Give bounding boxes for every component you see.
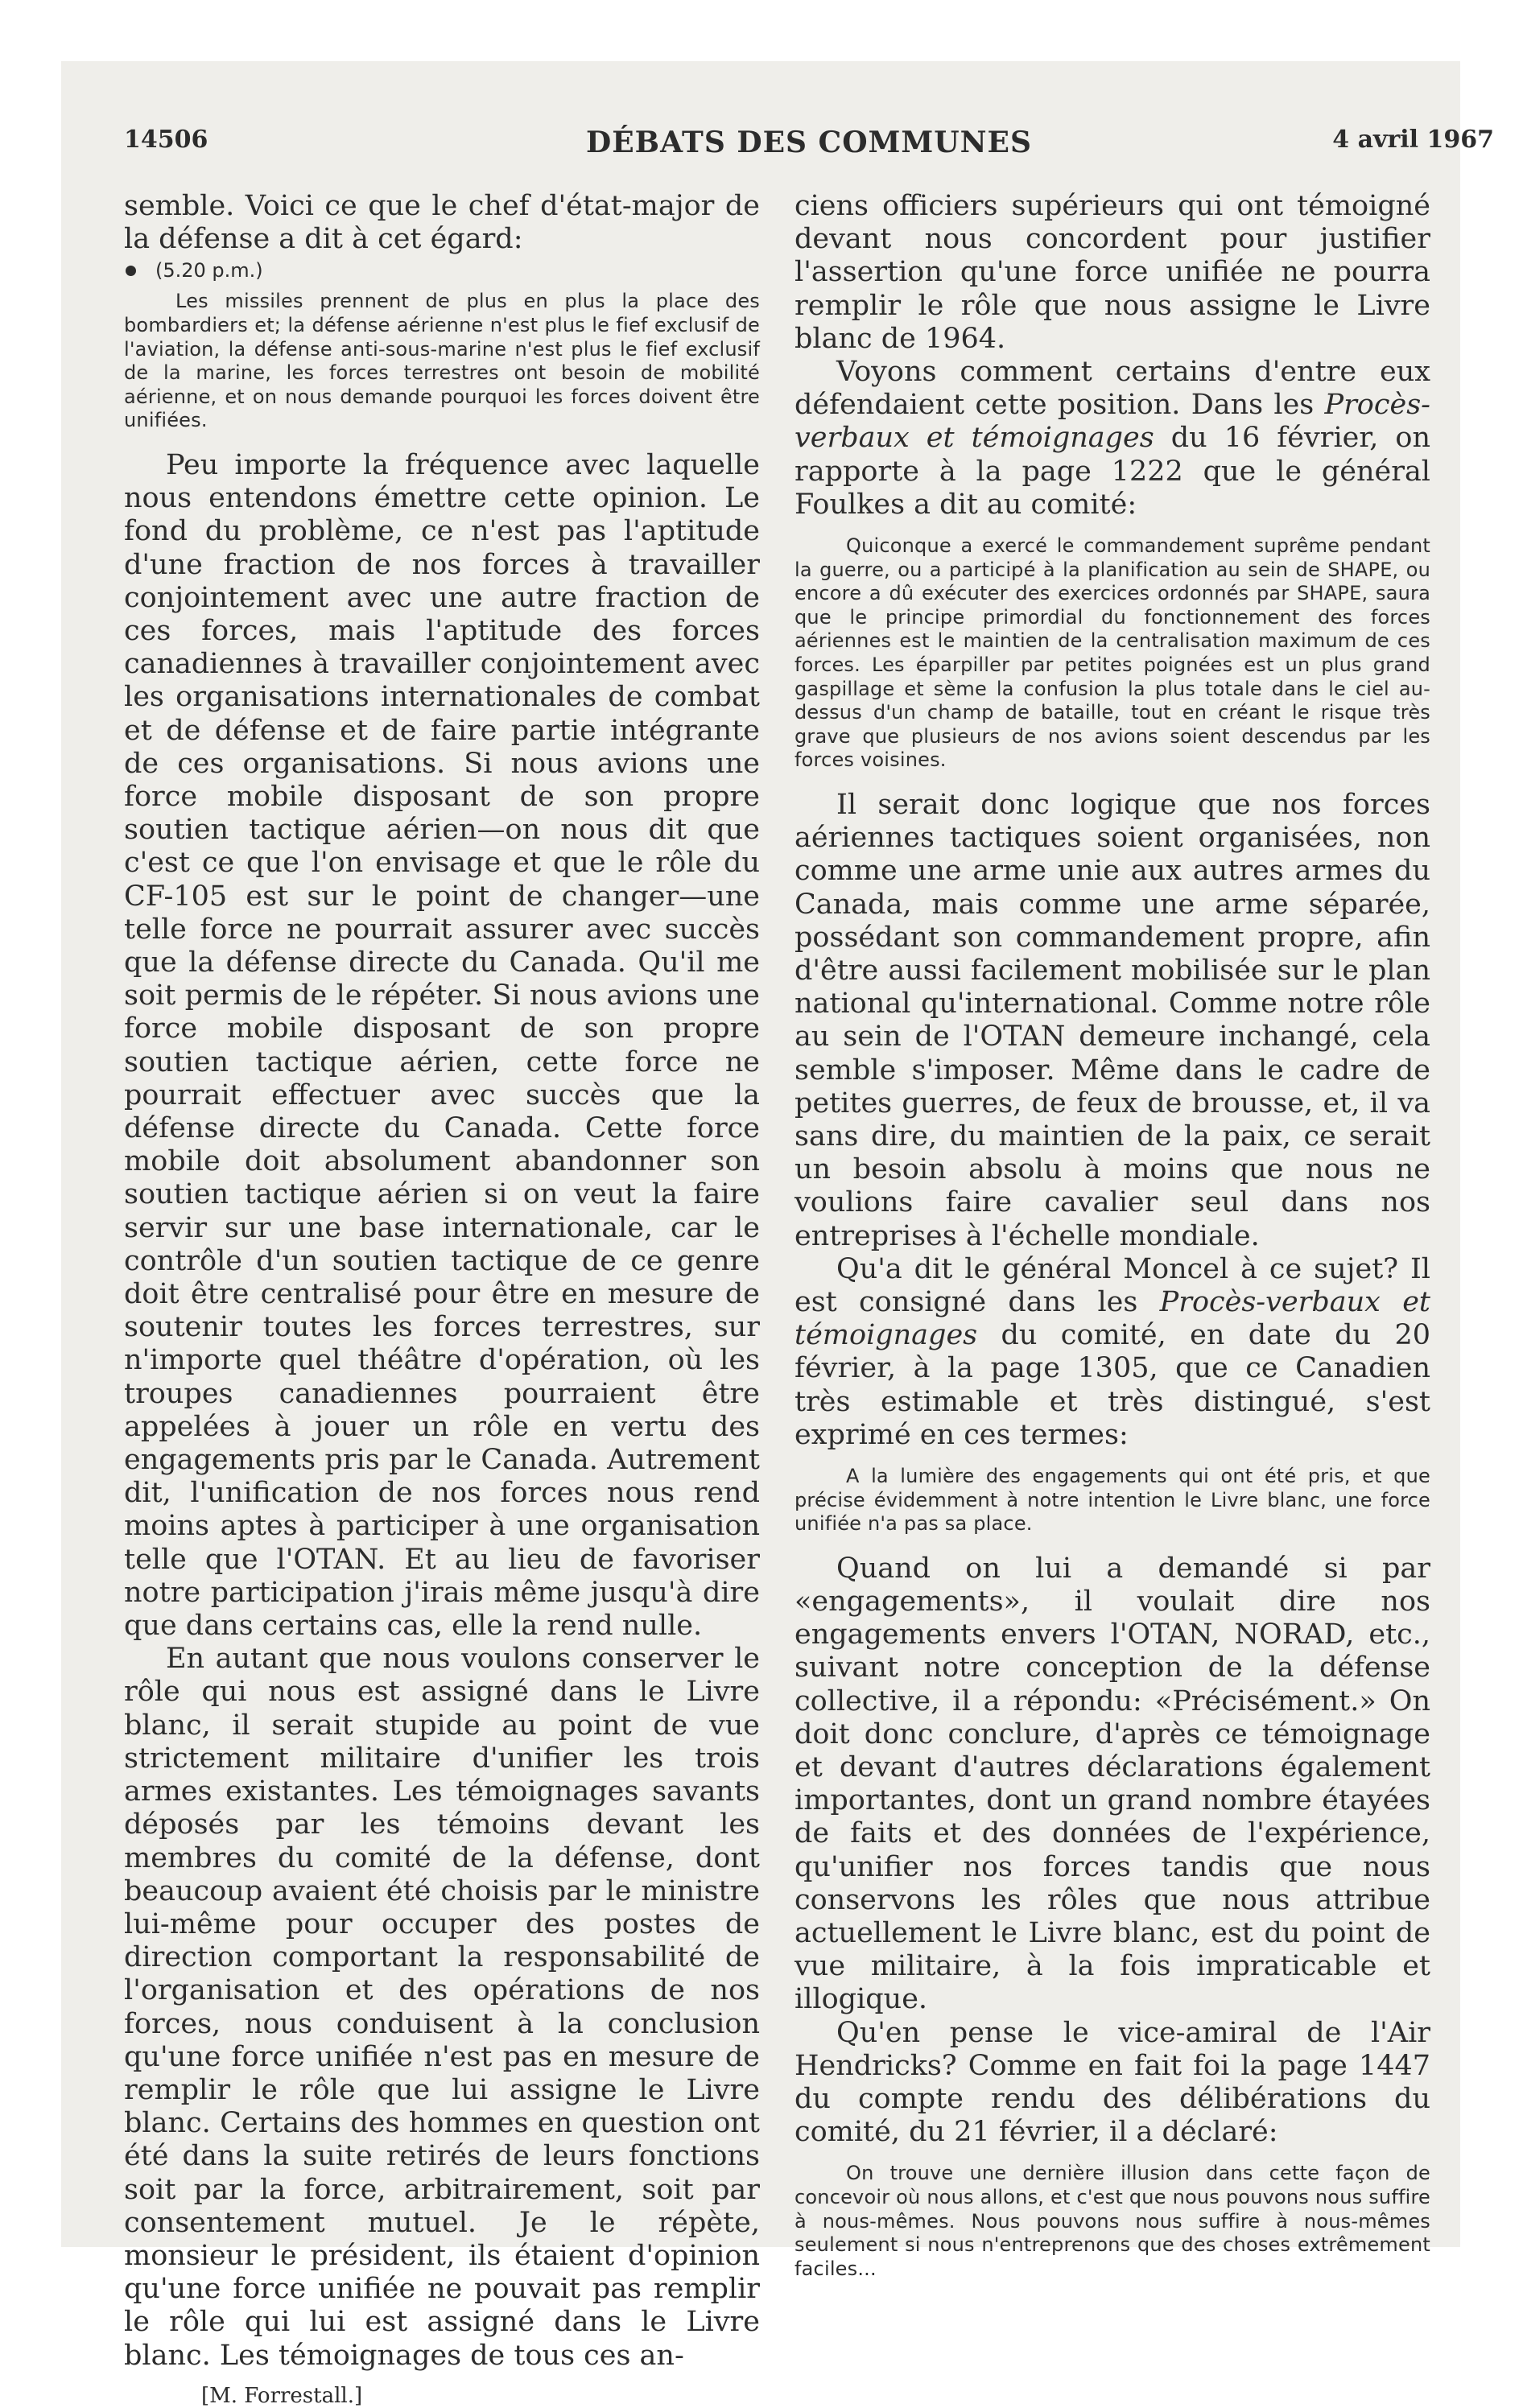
quotation: Quiconque a exercé le commandement suprême pendant la guerre, ou a participé à la planification au sein de SHAPE, ou encore a dû exécuter des exercices ordonnés par SHAPE, saura que le principe primordial du fonctionnement des forces aériennes est le maintien de la centralisation maximum de ces forces. Les éparpiller par petites poignées est un plus grand gaspillage et sème la confusion la plus totale dans le ciel au-dessus d'un champ de bataille, tout en créant le risque très grave que plusieurs de nos avions soient descendus par les forces voisines. [795,534,1430,772]
paragraph: Il serait donc logique que nos forces aériennes tactiques soient organisées, non comme une arme unie aux autres armes du Canada, mais comme une arme séparée, possédant son commandement propre, afin d'être aussi facilement mobilisée sur le plan national qu'international. Comme notre rôle au sein de l'OTAN demeure inchangé, cela semble s'imposer. Même dans le cadre de petites guerres, de feux de brousse, et, il va sans dire, du maintien de la paix, ce serait un besoin absolu à moins que nous ne voulions faire cavalier seul dans nos entreprises à l'échelle mondiale. [795,788,1430,1252]
document-title: Procès-verbaux et témoignages [795,389,1430,455]
paragraph [795,1253,1430,1452]
time-stamp: (5.20 p.m.) [155,259,263,282]
paragraph: Quand on lui a demandé si par «engagements», il voulait dire nos engagements envers l'OTAN, NORAD, etc., suivant notre conception de la défense collective, il a répondu: «Précisément.» On doit donc conclure, d'après ce témoignage et devant d'autres déclarations également importantes, dont un grand nombre étayées de faits et des données de l'expérience, qu'unifier nos forces tandis que nous conservons les rôles que nous attribue actuellement le Livre blanc, est du point de vue militaire, à la fois impraticable et illogique. [795,1552,1430,2016]
page-header [124,126,1494,166]
paragraph: Qu'en pense le vice-amiral de l'Air Hendricks? Comme en fait foi la page 1447 du compte rendu des délibérations du comité, du 21 février, il a déclaré: [795,2016,1430,2149]
quotation: A la lumière des engagements qui ont été pris, et que précise évidemment à notre intention le Livre blanc, une force unifiée n'a pas sa place. [795,1465,1430,1536]
hansard-page [61,61,1494,2408]
page-number: 14506 [124,126,208,154]
paragraph-text: Qu'a dit le général Moncel à ce sujet? Il est consigné dans les [795,1252,1430,1319]
page-title: DÉBATS DES COMMUNES [585,126,1032,159]
document-title: Procès-verbaux et témoignages [795,1286,1430,1352]
left-column [124,190,760,2408]
quotation: Les missiles prennent de plus en plus la place des bombardiers et; la défense aérienne n'est plus le fief exclusif de l'aviation, la défense anti-sous-marine n'est plus le fief exclusif de la marine, les forces terrestres ont besoin de mobilité aérienne, et on nous demande pourquoi les forces doivent être unifiées. [124,290,760,432]
paragraph-text: Voyons comment certains d'entre eux défendaient cette position. Dans les [795,356,1430,422]
page-date: 4 avril 1967 [1332,126,1494,154]
paragraph: Peu importe la fréquence avec laquelle nous entendons émettre cette opinion. Le fond du problème, ce n'est pas l'aptitude d'une fraction de nos forces à travailler conjointement avec une autre fraction de ces forces, mais l'aptitude des forces canadiennes à travailler conjointement avec les organisations internationales de combat et de défense et de faire partie intégrante de ces organisations. Si nous avions une force mobile disposant de son propre soutien tactique aérien—on nous dit que c'est ce que l'on envisage et que le rôle du CF-105 est sur le point de changer—une telle force ne pourrait assurer avec succès que la défense directe du Canada. Qu'il me soit permis de le répéter. Si nous avions une force mobile disposant de son propre soutien tactique aérien, cette force ne pourrait effectuer avec succès que la défense directe du Canada. Cette force mobile doit absolument abandonner son soutien tactique aérien si on veut la faire servir sur une base internationale, car le contrôle d'un soutien tactique de ce genre doit être centralisé pour être en mesure de soutenir toutes les forces terrestres, sur n'importe quel théâtre d'opération, où les troupes canadiennes pourraient être appelées à jouer un rôle en vertu des engagements pris par le Canada. Autrement dit, l'unification de nos forces nous rend moins aptes à participer à une organisation telle que l'OTAN. Et au lieu de favoriser notre participation j'irais même jusqu'à dire que dans certains cas, elle la rend nulle. [124,448,760,1643]
paragraph: ciens officiers supérieurs qui ont témoigné devant nous concordent pour justifier l'assertion qu'une force unifiée ne pourra remplir le rôle que nous assigne le Livre blanc de 1964. [795,190,1430,355]
paragraph: En autant que nous voulons conserver le rôle qui nous est assigné dans le Livre blanc, il serait stupide au point de vue strictement militaire d'unifier les trois armes existantes. Les témoignages savants déposés par les témoins devant les membres du comité de la défense, dont beaucoup avaient été choisis par le ministre lui-même pour occuper des postes de direction comportant la responsabilité de l'organisation et des opérations de nos forces, nous conduisent à la conclusion qu'une force unifiée n'est pas en mesure de remplir le rôle que lui assigne le Livre blanc. Certains des hommes en question ont été dans la suite retirés de leurs fonctions soit par la force, arbitrairement, soit par consentement mutuel. Je le répète, monsieur le président, ils étaient d'opinion qu'une force unifiée ne pouvait pas remplir le rôle qui lui est assigné dans le Livre blanc. Les témoignages de tous ces an- [124,1643,760,2372]
paragraph: semble. Voici ce que le chef d'état-major de la défense a dit à cet égard: [124,190,760,256]
time-marker [124,259,760,282]
paragraph-text: du 16 février, on rapporte à la page 1222 que le général Foulkes a dit au comité: [795,422,1430,521]
speaker-attribution: [M. Forrestall.] [201,2383,363,2408]
page-background [61,61,1494,2408]
quotation: On trouve une dernière illusion dans cette façon de concevoir où nous allons, et c'est que nous pouvons nous suffire à nous-mêmes. Nous pouvons nous suffire à nous-mêmes seulement si nous n'entreprenons que des choses extrêmement faciles... [795,2162,1430,2280]
bullet-icon [126,266,136,276]
paragraph [795,356,1430,522]
right-column [795,190,1430,2281]
paragraph-text: du comité, en date du 20 février, à la page 1305, que ce Canadien très estimable et très distingué, s'est exprimé en ces termes: [795,1319,1430,1451]
